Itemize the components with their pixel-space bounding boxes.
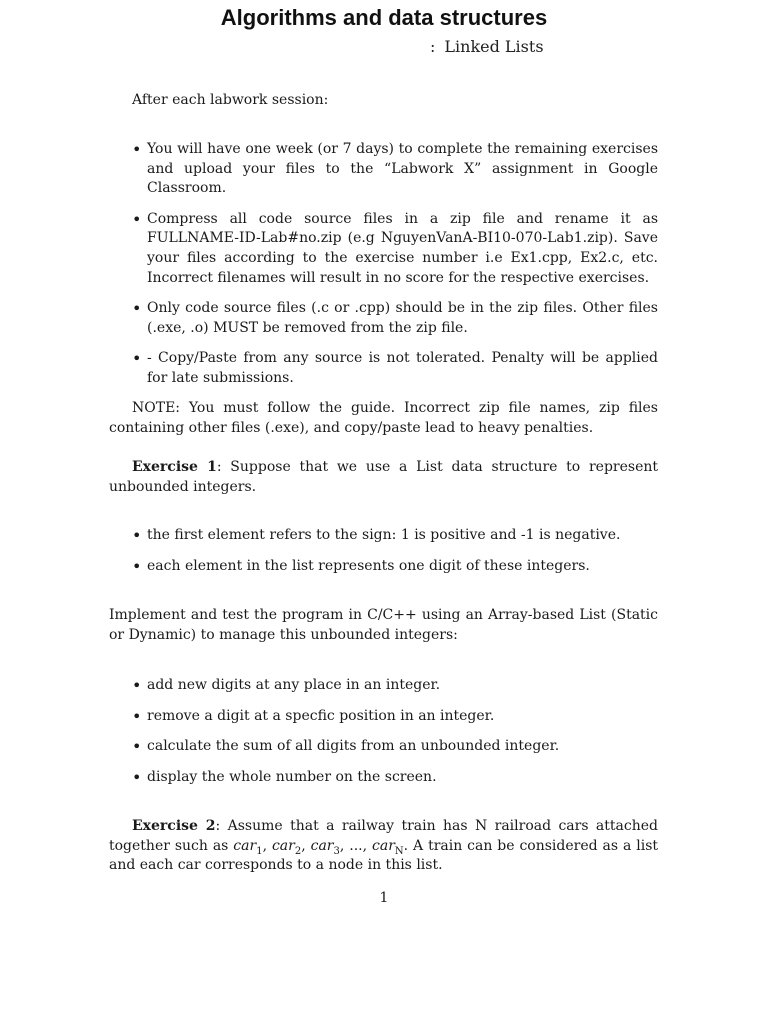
car-var: car [310, 837, 334, 854]
car-sequence: car$_1$, car$_2$, car$_3$, ..., car$_N$ [233, 837, 404, 857]
submission-rules-list [132, 140, 658, 389]
rule-item: • Compress all code source files in a zip file and rename it as FULLNAME-ID-Lab#no.zip (e.g NguyenVanA-BI10-070-Lab1.zip). Save your files according to the exercise number i.e Ex1.cpp, Ex2.c, etc. Incorrect filenames will result in no score for the respective exercises. [132, 210, 658, 288]
task-item: • remove a digit at a specfic position in an integer. [132, 707, 658, 727]
exercise2-label: Exercise 2 [132, 818, 216, 834]
subtitle-colon: : [430, 37, 436, 56]
document-subtitle [430, 36, 544, 58]
car-var: car [372, 837, 395, 854]
car-sub: 3 [333, 845, 340, 857]
exercise2-paragraph [109, 817, 658, 876]
intro-text: After each labwork session: [132, 92, 329, 108]
car-var: car [233, 837, 257, 854]
exercise2-text-before: : Assume that a railway train has N railroad cars attached together such as [109, 818, 658, 854]
document-title: Algorithms and data structures [220, 5, 548, 30]
car-sub: 2 [294, 845, 302, 857]
task-item: • calculate the sum of all digits from an unbounded integer. [132, 737, 658, 757]
car-sub: N [394, 845, 404, 857]
page-number: 1 [379, 890, 389, 906]
exercise1-text: : Suppose that we use a List data structure to represent unbounded integers. [109, 459, 658, 495]
definition-item: • the first element refers to the sign: 1 is positive and -1 is negative. [132, 526, 658, 546]
exercise1-task-list [132, 676, 658, 787]
exercise1-definition-list [132, 526, 658, 576]
rule-item: • - Copy/Paste from any source is not tolerated. Penalty will be applied for late submissions. [132, 349, 658, 388]
exercise1-label: Exercise 1 [132, 459, 217, 475]
subtitle-text: Linked Lists [444, 37, 544, 56]
task-item: • add new digits at any place in an integer. [132, 676, 658, 696]
rule-item: • Only code source files (.c or .cpp) should be in the zip files. Other files (.exe, .o) MUST be removed from the zip file. [132, 299, 658, 338]
exercise1-paragraph [109, 458, 658, 497]
note-paragraph: NOTE: You must follow the guide. Incorrect zip file names, zip files containing other files (.exe), and copy/paste lead to heavy penalties. [109, 400, 658, 436]
implement-paragraph: Implement and test the program in C/C++ using an Array-based List (Static or Dynamic) to manage this unbounded integers: [109, 607, 658, 643]
car-ellipsis: ... [349, 837, 363, 854]
rule-item: • You will have one week (or 7 days) to complete the remaining exercises and upload your files to the “Labwork X” assignment in Google Classroom. [132, 140, 658, 199]
exercise2-text-after: . A train can be considered as a list and each car corresponds to a node in this list. [109, 837, 659, 874]
definition-item: • each element in the list represents one digit of these integers. [132, 557, 658, 577]
task-item: • display the whole number on the screen. [132, 768, 658, 788]
car-var: car [271, 837, 295, 854]
car-sub: 1 [256, 845, 263, 857]
